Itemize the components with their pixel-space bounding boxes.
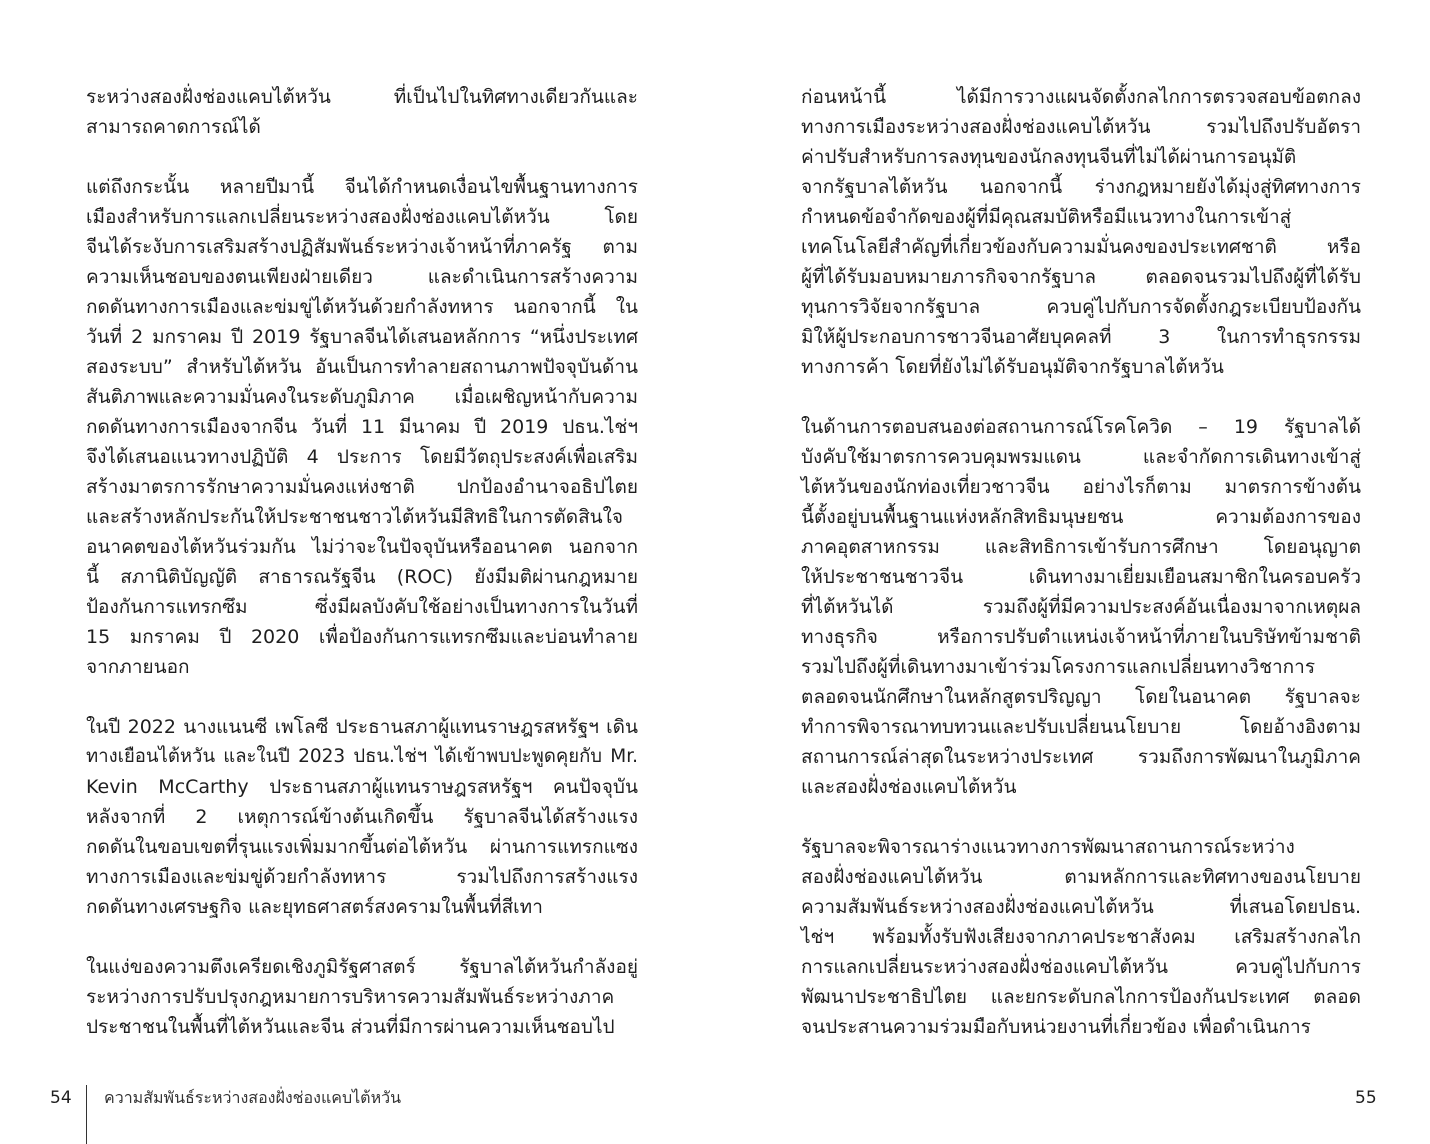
text-line: ทางเยือนไต้หวัน และในปี 2023 ปธน.ไช่ฯ ได้เข้าพบปะพูดคุยกับ Mr. [86, 746, 638, 767]
text-line: สถานการณ์ล่าสุดในระหว่างประเทศ รวมถึงการพัฒนาในภูมิภาค [801, 746, 1361, 768]
text-line: จนประสานความร่วมมือกับหน่วยงานที่เกี่ยวข้อง เพื่อดำเนินการ [801, 1016, 1311, 1038]
paragraph [86, 172, 638, 682]
text-line: ทำการพิจารณาทบทวนและปรับเปลี่ยนนโยบาย โดยอ้างอิงตาม [801, 716, 1361, 738]
right-page [715, 0, 1430, 1144]
text-line: ประชาชนในพื้นที่ไต้หวันและจีน ส่วนที่มีการผ่านความเห็นชอบไป [86, 1016, 615, 1038]
text-line: นี้ตั้งอยู่บนพื้นฐานแห่งหลักสิทธิมนุษยชน ความต้องการของ [801, 506, 1361, 528]
paragraph [86, 82, 638, 142]
left-page-body [86, 82, 638, 1072]
text-line: ในแง่ของความตึงเครียดเชิงภูมิรัฐศาสตร์ รัฐบาลไต้หวันกำลังอยู่ [86, 956, 638, 978]
text-line: อนาคตของไต้หวันร่วมกัน ไม่ว่าจะในปัจจุบันหรืออนาคต นอกจาก [86, 536, 638, 558]
right-page-body [801, 82, 1361, 1072]
text-line: ทุนการวิจัยจากรัฐบาล ควบคู่ไปกับการจัดตั้งกฎระเบียบป้องกัน [801, 296, 1361, 318]
text-line: 15 มกราคม ปี 2020 เพื่อป้องกันการแทรกซึมและบ่อนทำลาย [86, 626, 638, 648]
paragraph [86, 712, 638, 922]
text-line: ในปี 2022 นางแนนซี เพโลซี ประธานสภาผู้แทนราษฎรสหรัฐฯ เดิน [86, 716, 638, 738]
text-line: ไต้หวันของนักท่องเที่ยวชาวจีน อย่างไรก็ตาม มาตรการข้างต้น [801, 476, 1361, 498]
text-line: และสองฝั่งช่องแคบไต้หวัน [801, 776, 1017, 798]
text-line: ป้องกันการแทรกซึม ซึ่งมีผลบังคับใช้อย่างเป็นทางการในวันที่ [86, 596, 638, 618]
text-line: ความสัมพันธ์ระหว่างสองฝั่งช่องแคบไต้หวัน ที่เสนอโดยปธน. [801, 896, 1361, 918]
text-line: จีนได้ระงับการเสริมสร้างปฏิสัมพันธ์ระหว่างเจ้าหน้าที่ภาครัฐ ตาม [86, 236, 638, 258]
text-line: แต่ถึงกระนั้น หลายปีมานี้ จีนได้กำหนดเงื่อนไขพื้นฐานทางการ [86, 176, 638, 198]
text-line: สองฝั่งช่องแคบไต้หวัน ตามหลักการและทิศทางของนโยบาย [801, 866, 1361, 888]
text-line: จึงได้เสนอแนวทางปฏิบัติ 4 ประการ โดยมีวัตถุประสงค์เพื่อเสริม [86, 446, 638, 468]
text-line: และสร้างหลักประกันให้ประชาชนชาวไต้หวันมีสิทธิในการตัดสินใจ [86, 506, 624, 528]
text-line: การแลกเปลี่ยนระหว่างสองฝั่งช่องแคบไต้หวัน ควบคู่ไปกับการ [801, 956, 1361, 978]
page-number: 55 [1355, 1088, 1377, 1108]
text-line: ที่ไต้หวันได้ รวมถึงผู้ที่มีความประสงค์อันเนื่องมาจากเหตุผล [801, 596, 1361, 618]
page-number: 54 [50, 1088, 72, 1108]
text-line: จากภายนอก [86, 656, 190, 678]
text-line: นี้ สภานิติบัญญัติ สาธารณรัฐจีน (ROC) ยังมีมติผ่านกฎหมาย [86, 566, 638, 588]
text-line: เทคโนโลยีสำคัญที่เกี่ยวข้องกับความมั่นคงของประเทศชาติ หรือ [801, 236, 1361, 258]
text-line: วันที่ 2 มกราคม ปี 2019 รัฐบาลจีนได้เสนอหลักการ “หนึ่งประเทศ [86, 326, 638, 348]
paragraph [801, 82, 1361, 382]
text-line: กดดันทางการเมืองและข่มขู่ไต้หวันด้วยกำลังทหาร นอกจากนี้ ใน [86, 296, 638, 318]
text-line: สร้างมาตรการรักษาความมั่นคงแห่งชาติ ปกป้องอำนาจอธิปไตย [86, 476, 638, 498]
text-line: สามารถคาดการณ์ได้ [86, 116, 261, 138]
text-line: มิให้ผู้ประกอบการชาวจีนอาศัยบุคคลที่ 3 ในการทำธุรกรรม [801, 326, 1361, 348]
paragraph [86, 952, 638, 1042]
footer-divider [86, 1085, 87, 1144]
text-line: สันติภาพและความมั่นคงในระดับภูมิภาค เมื่อเผชิญหน้ากับความ [86, 386, 638, 408]
text-line: บังคับใช้มาตรการควบคุมพรมแดน และจำกัดการเดินทางเข้าสู่ [801, 446, 1361, 468]
text-line: ทางธุรกิจ หรือการปรับตำแหน่งเจ้าหน้าที่ภายในบริษัทข้ามชาติ [801, 626, 1361, 648]
text-line: ก่อนหน้านี้ ได้มีการวางแผนจัดตั้งกลไกการตรวจสอบข้อตกลง [801, 86, 1361, 108]
text-line: กดดันทางการเมืองจากจีน วันที่ 11 มีนาคม ปี 2019 ปธน.ไช่ฯ [86, 416, 638, 438]
text-line: ไช่ฯ พร้อมทั้งรับฟังเสียงจากภาคประชาสังคม เสริมสร้างกลไก [801, 926, 1361, 948]
text-line: ระหว่างการปรับปรุงกฎหมายการบริหารความสัมพันธ์ระหว่างภาค [86, 986, 615, 1008]
text-line: ทางการเมืองและข่มขู่ด้วยกำลังทหาร รวมไปถึงการสร้างแรง [86, 866, 638, 888]
paragraph [801, 832, 1361, 1042]
text-line: Kevin McCarthy ประธานสภาผู้แทนราษฎรสหรัฐฯ คนปัจจุบัน [86, 776, 638, 798]
text-line: จากรัฐบาลไต้หวัน นอกจากนี้ ร่างกฎหมายยังได้มุ่งสู่ทิศทางการ [801, 176, 1361, 198]
text-line: กดดันในขอบเขตที่รุนแรงเพิ่มมากขึ้นต่อไต้หวัน ผ่านการแทรกแซง [86, 836, 638, 858]
text-line: รวมไปถึงผู้ที่เดินทางมาเข้าร่วมโครงการแลกเปลี่ยนทางวิชาการ [801, 656, 1316, 678]
text-line: ภาคอุตสาหกรรม และสิทธิการเข้ารับการศึกษา โดยอนุญาต [801, 536, 1361, 558]
text-line: ผู้ที่ได้รับมอบหมายภารกิจจากรัฐบาล ตลอดจนรวมไปถึงผู้ที่ได้รับ [801, 266, 1361, 288]
text-line: ทางการค้า โดยที่ยังไม่ได้รับอนุมัติจากรัฐบาลไต้หวัน [801, 356, 1224, 378]
text-line: ความเห็นชอบของตนเพียงฝ่ายเดียว และดำเนินการสร้างความ [86, 266, 638, 288]
running-head: ความสัมพันธ์ระหว่างสองฝั่งช่องแคบไต้หวัน [104, 1088, 402, 1107]
text-line: ให้ประชาชนชาวจีน เดินทางมาเยี่ยมเยือนสมาชิกในครอบครัว [801, 566, 1361, 588]
text-line: กดดันทางเศรษฐกิจ และยุทธศาสตร์สงครามในพื้นที่สีเทา [86, 896, 543, 918]
text-line: ในด้านการตอบสนองต่อสถานการณ์โรคโควิด – 19 รัฐบาลได้ [801, 416, 1361, 438]
text-line: ระหว่างสองฝั่งช่องแคบไต้หวัน ที่เป็นไปในทิศทางเดียวกันและ [86, 86, 638, 108]
text-line: ค่าปรับสำหรับการลงทุนของนักลงทุนจีนที่ไม่ได้ผ่านการอนุมัติ [801, 146, 1297, 168]
text-line: หลังจากที่ 2 เหตุการณ์ข้างต้นเกิดขึ้น รัฐบาลจีนได้สร้างแรง [86, 806, 638, 828]
text-line: เมืองสำหรับการแลกเปลี่ยนระหว่างสองฝั่งช่องแคบไต้หวัน โดย [86, 206, 638, 228]
text-line: กำหนดข้อจำกัดของผู้ที่มีคุณสมบัติหรือมีแนวทางในการเข้าสู่ [801, 206, 1292, 228]
text-line: พัฒนาประชาธิปไตย และยกระดับกลไกการป้องกันประเทศ ตลอด [801, 986, 1361, 1008]
text-line: ทางการเมืองระหว่างสองฝั่งช่องแคบไต้หวัน รวมไปถึงปรับอัตรา [801, 116, 1361, 138]
text-line: ตลอดจนนักศึกษาในหลักสูตรปริญญา โดยในอนาคต รัฐบาลจะ [801, 686, 1361, 708]
text-line: สองระบบ” สำหรับไต้หวัน อันเป็นการทำลายสถานภาพปัจจุบันด้าน [86, 356, 638, 378]
paragraph [801, 412, 1361, 802]
text-line: รัฐบาลจะพิจารณาร่างแนวทางการพัฒนาสถานการณ์ระหว่าง [801, 836, 1295, 858]
